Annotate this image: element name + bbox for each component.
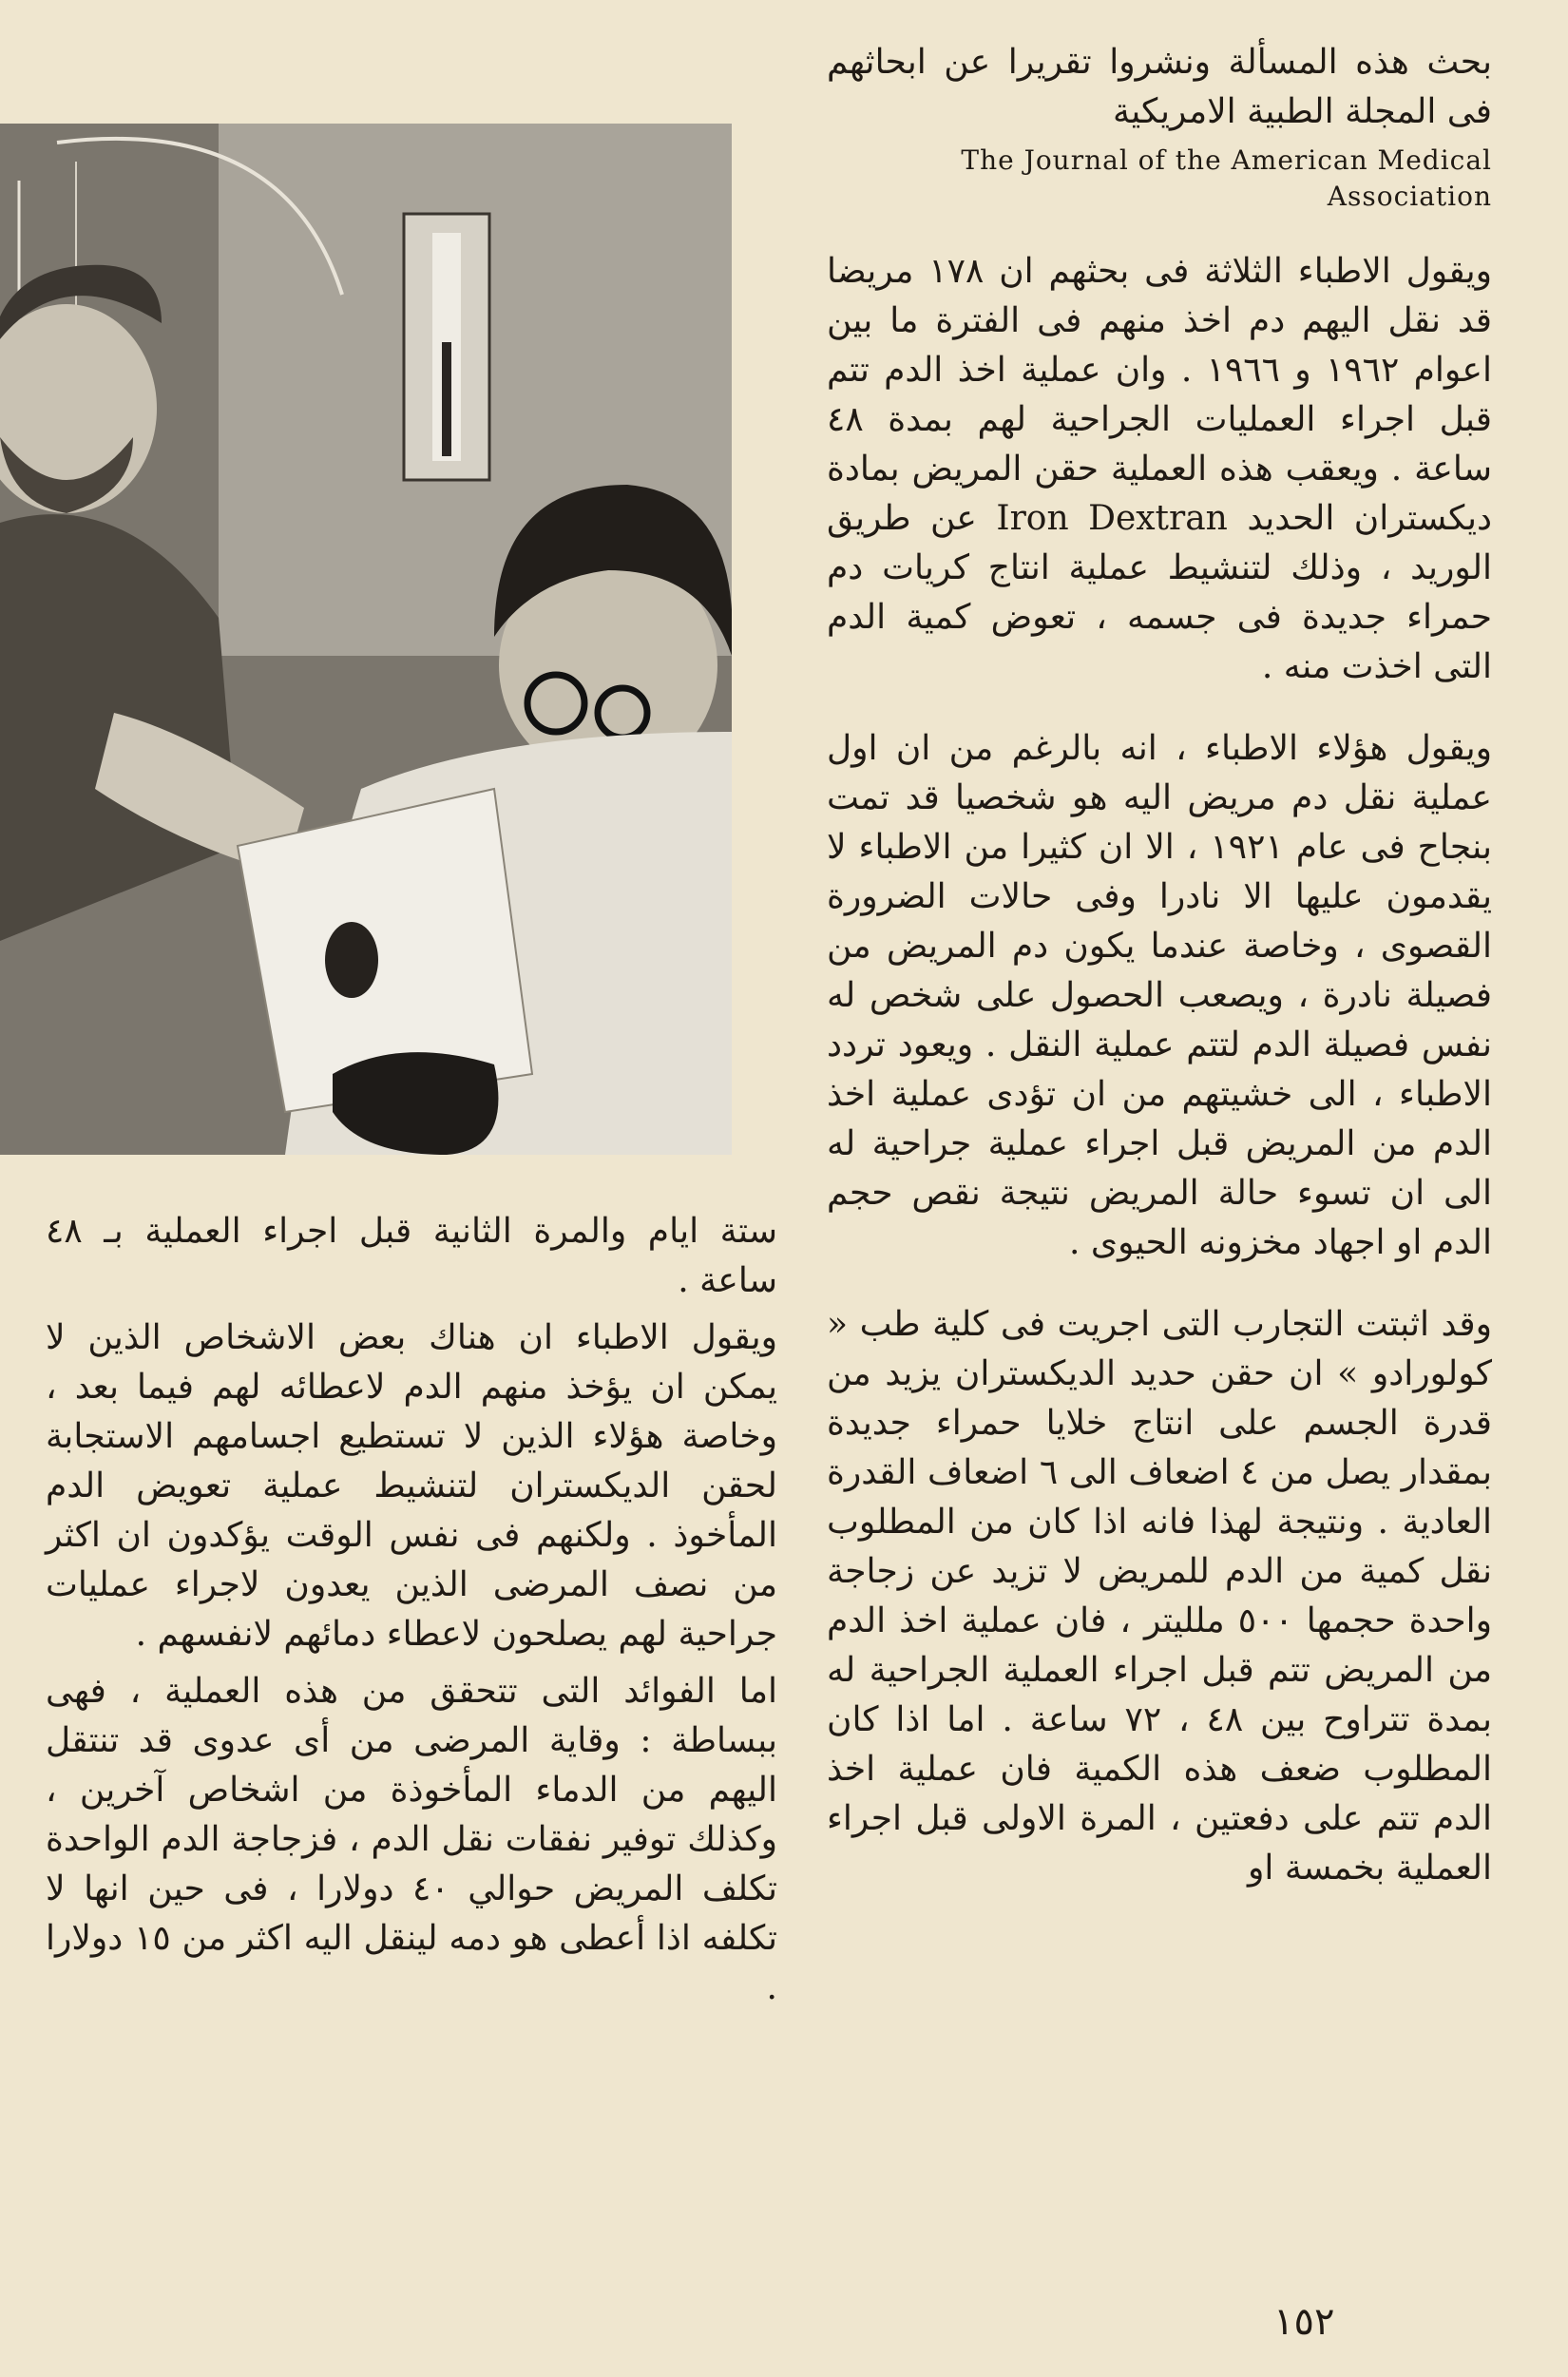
body-paragraph: وقد اثبتت التجارب التى اجريت فى كلية طب « كولورادو » ان حقن حديد الديكستران يزيد من قدرة الجسم على انتاج خلايا حمراء جديدة بمقدار يصل من ٤ اضعاف الى ٦ اضعاف القدرة العادية . ونتيجة لهذا فانه اذا كان من المطلوب نقل كمية من الدم للمريض لا تزيد عن زجاجة واحدة حجمها ٥٠٠ ملليتر ، فان عملية اخذ الدم من المريض تتم قبل اجراء العملية الجراحية له بمدة تتراوح بين ٤٨ ، ٧٢ ساعة . اما اذا كان المطلوب ضعف هذه الكمية فان عملية اخذ الدم تتم على دفعتين ، المرة الاولى قبل اجراء العملية بخمسة او: [827, 1305, 1492, 1888]
body-paragraph: اما الفوائد التى تتحقق من هذه العملية ، فهى ببساطة : وقاية المرضى من أى عدوى قد تنتقل اليهم من الدماء المأخوذة من اشخاص آخرين ، وكذلك توفير نفقات نقل الدم ، فزجاجة الدم الواحدة تكلف المريض حوالي ٤٠ دولارا ، فى حين انها لا تكلفه اذا أعطى هو دمه لينقل اليه اكثر من ١٥ دولارا .: [46, 1672, 777, 2007]
body-paragraph: ويقول الاطباء ان هناك بعض الاشخاص الذين لا يمكن ان يؤخذ منهم الدم لاعطائه لهم فيما بعد ، وخاصة هؤلاء الذين لا تستطيع اجسامهم الاستجابة لحقن الديكستران لتنشيط عملية تعويض الدم المأخوذ . ولكنهم فى نفس الوقت يؤكدون ان اكثر من نصف المرضى الذين يعدون لاجراء عمليات جراحية لهم يصلحون لاعطاء دمائهم لانفسهم .: [46, 1318, 777, 1654]
photo-illustration: [0, 124, 732, 1155]
page-number: ١٥٢: [1273, 2300, 1335, 2344]
body-paragraph: ويقول الاطباء الثلاثة فى بحثهم ان ١٧٨ مريضا قد نقل اليهم دم اخذ منهم فى الفترة ما بين اعوام ١٩٦٢ و ١٩٦٦ . وان عملية اخذ الدم تتم قبل اجراء العمليات الجراحية لهم بمدة ٤٨ ساعة . ويعقب هذه العملية حقن المريض بمادة ديكستران الحديد Iron Dextran عن طريق الوريد ، وذلك لتنشيط عملية انتاج كريات دم حمراء جديدة فى جسمه ، تعوض كمية الدم التى اخذت منه .: [827, 252, 1493, 686]
left-text-column: [46, 1207, 777, 2045]
right-text-column: [827, 38, 1492, 1926]
body-paragraph: ستة ايام والمرة الثانية قبل اجراء العملية بـ ٤٨ ساعة .: [46, 1212, 777, 1300]
journal-name-english: The Journal of the American Medical Association: [961, 144, 1492, 212]
intro-paragraph: بحث هذه المسألة ونشروا تقريرا عن ابحاثهم فى المجلة الطبية الامريكية: [827, 43, 1492, 131]
body-paragraph: ويقول هؤلاء الاطباء ، انه بالرغم من ان اول عملية نقل دم مريض اليه هو شخصيا قد تمت بنجاح فى عام ١٩٢١ ، الا ان كثيرا من الاطباء لا يقدمون عليها الا نادرا وفى حالات الضرورة القصوى ، وخاصة عندما يكون دم المريض من فصيلة نادرة ، ويصعب الحصول على شخص له نفس فصيلة الدم لتتم عملية النقل . ويعود تردد الاطباء ، الى خشيتهم من ان تؤدى عملية اخذ الدم من المريض قبل اجراء عملية جراحية له الى ان تسوء حالة المريض نتيجة نقص حجم الدم او اجهاد مخزونه الحيوى .: [827, 729, 1492, 1262]
blood-donation-photo: [0, 124, 732, 1155]
